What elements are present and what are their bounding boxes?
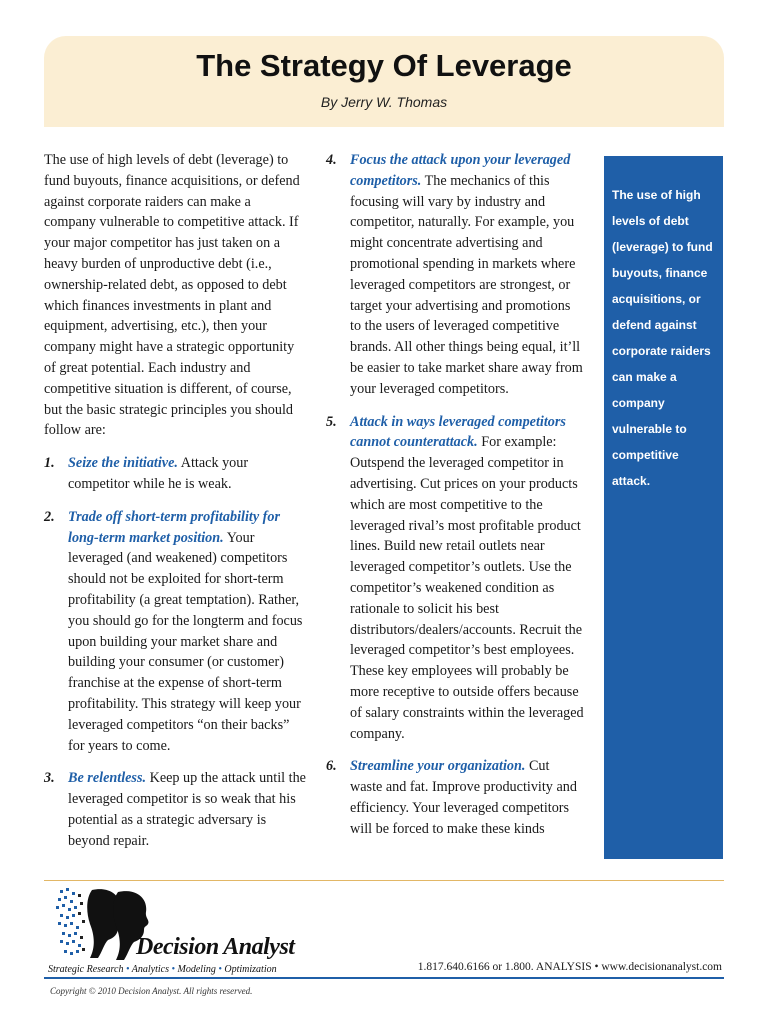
pull-quote-text: The use of high levels of debt (leverage) to fund buyouts, finance acquisitions, or defend against corporate raiders can make a company vulnerable to competitive attack.: [612, 188, 713, 488]
item-number: 1.: [44, 455, 55, 472]
copyright: Copyright © 2010 Decision Analyst. All rights reserved.: [50, 986, 253, 996]
item-text: Cut waste and fat. Improve productivity and efficiency. Your leveraged competitors will be forced to make these kinds: [350, 758, 577, 837]
contact-info: 1.817.640.6166 or 1.800. ANALYSIS • www.decisionanalyst.com: [417, 961, 722, 973]
footer-divider: [44, 880, 724, 881]
byline: By Jerry W. Thomas: [320, 94, 448, 110]
column-2: [326, 150, 584, 840]
item-lead: Focus the attack upon your leveraged competitors.: [350, 152, 571, 189]
column-1: [44, 150, 306, 852]
item-text: The mechanics of this focusing will vary by industry and competitor, naturally. For example, you might concentrate advertising and promotional spending in markets where leveraged competitors are strongest, or target your advertising and promotions to the users of leveraged competitive brands. All other things being equal, it’ll be easier to take market share away from your leveraged competitors.: [350, 172, 583, 397]
page-title: The Strategy Of Leverage: [196, 48, 572, 83]
header-banner: [44, 36, 724, 127]
item-lead: Trade off short-term profitability for long-term market position.: [68, 508, 281, 546]
decision-analyst-logo: [44, 882, 354, 977]
item-number: 2.: [44, 508, 55, 525]
item-lead: Attack in ways leveraged competitors cannot counterattack.: [350, 413, 566, 451]
logo-tagline: Strategic Research • Analytics • Modeling • Optimization: [48, 964, 277, 975]
item-text: Keep up the attack until the leveraged competitor is so weak that his potential as a strategic adversary is beyond repair.: [68, 770, 306, 849]
list-item: [44, 453, 306, 495]
item-text: Attack your competitor while he is weak.: [68, 455, 249, 492]
item-number: 5.: [326, 413, 337, 430]
intro-paragraph: The use of high levels of debt (leverage) to fund buyouts, finance acquisitions, or defend against corporate raiders can make a company vulnerable to competitive attack. If your major competitor has just taken on a heavy burden of unproductive debt (i.e., ownership-related debt, as opposed to debt which finances investments in plant and equipment, advertising, etc.), then your company might have a strategic opportunity of great potential. Each industry and competitive situation is different, of course, but the basic strategic principles you should follow are:: [44, 152, 300, 439]
list-item: [326, 412, 584, 745]
item-number: 4.: [326, 152, 337, 168]
item-text: Your leveraged (and weakened) competitors should not be exploited for short-term profitability (a great temptation). Rather, you should go for the longterm and focus upon building your market share and building your consumer (or customer) franchise at the expense of short-term profitability. This strategy will keep your leveraged competitors “on their backs” for years to come.: [68, 529, 303, 754]
list-item: [326, 150, 584, 400]
item-number: 3.: [44, 770, 55, 787]
list-item: [326, 756, 584, 839]
footer-rule: [44, 977, 724, 979]
item-text: For example: Outspend the leveraged competitor in advertising. Cut prices on your products which are most competitive to the leveraged rival’s most profitable product lines. Build new retail outlets near leveraged competitor’s outlets. Use the competitor’s weakened condition as rationale to solicit his best distributors/dealers/accounts. Recruit the leveraged competitor’s best employees. These key employees will probably be more receptive to outside offers because of salary constraints within the leveraged company.: [350, 434, 584, 742]
item-lead: Seize the initiative.: [68, 455, 178, 472]
list-item: [44, 768, 306, 851]
item-number: 6.: [326, 758, 337, 775]
pull-quote-sidebar: [604, 156, 723, 859]
logo-wordmark: Decision Analyst: [136, 934, 295, 960]
item-lead: Streamline your organization.: [350, 758, 526, 775]
item-lead: Be relentless.: [68, 770, 147, 787]
list-item: [44, 507, 306, 757]
